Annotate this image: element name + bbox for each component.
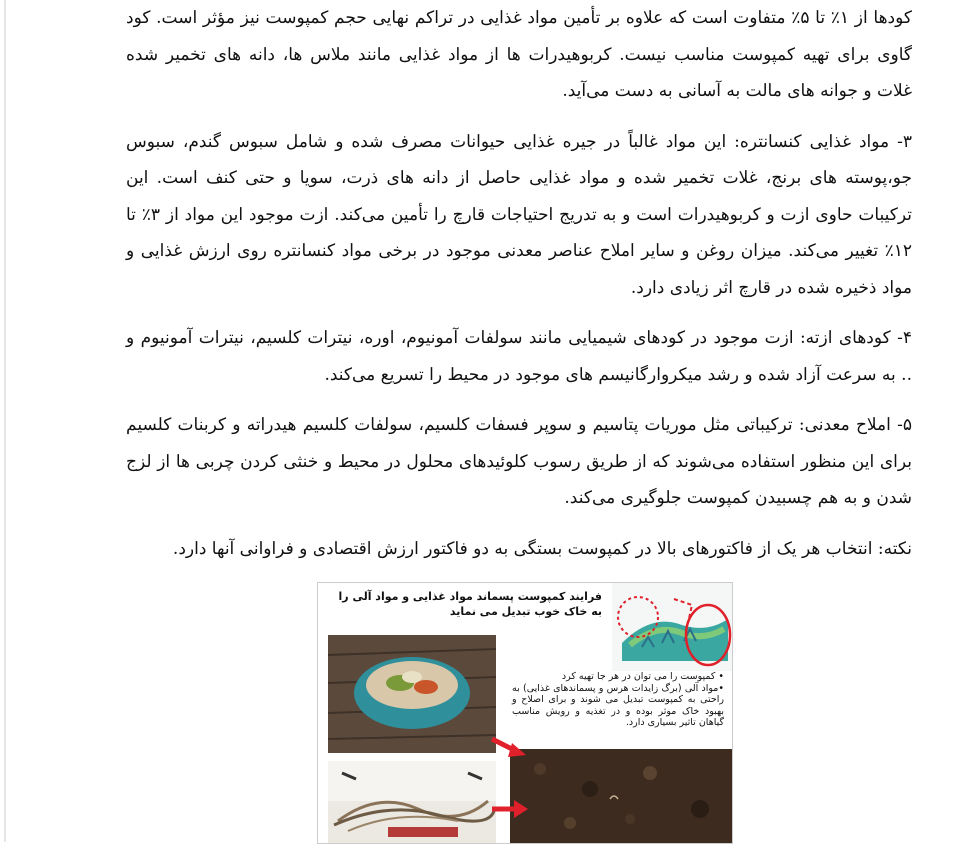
compost-figure [317,582,733,844]
arrow-to-soil-bottom [490,797,530,821]
food-scraps-bowl-photo [328,635,496,753]
compost-soil-photo [510,749,732,843]
paragraph-mineral-salts: ۵- املاح معدنی: ترکیباتی مثل موریات پتاسیم و سوپر فسفات کلسیم، سولفات کلسیم هیدراته و کربنات کلسیم برای این منظور استفاده می‌شوند که از طریق رسوب کلوئیدهای محلول در محیط و خنثی کردن چربی ها از لزج شدن و به هم چسبیدن کمپوست جلوگیری می‌کند. [126,415,912,508]
page-edge-rule [4,0,6,842]
arrow-to-soil-top [490,733,530,763]
figure-bullet: •مواد آلی (برگ زایدات هرس و پسماندهای غذایی) به راحتی به کمپوست تبدیل می شوند و برای اصلاح و بهبود خاک موثر بوده و در تغذیه و رویش مناسب گیاهان تاثیر بسیاری دارد. [512,682,724,728]
document-body [126,0,912,581]
figure-bullet: • کمپوست را می توان در هر جا تهیه کرد [561,671,724,682]
paragraph-nitrogen-fertilizers: ۴- کودهای ازته: ازت موجود در کودهای شیمیایی مانند سولفات آمونیوم، اوره، نیترات کلسیم، نیترات آمونیوم و .. به سرعت آزاد شده و رشد میکروارگانیسم های موجود در محیط را تسریع می‌کند. [126,328,912,385]
figure-title: فرایند کمپوست پسماند مواد غذایی و مواد آلی را به خاک خوب تبدیل می نماید [338,590,602,618]
compost-pile-diagram [612,583,732,671]
paragraph-concentrates: ۳- مواد غذایی کنسانتره: این مواد غالباً در جیره غذایی حیوانات مصرف شده و شامل سبوس گندم، سبوس جو،پوسته های برنج، غلات تخمیر شده و مواد غذایی حاصل از دانه های ذرت، سویا و حتی کنف است. این ترکیبات حاوی ازت و کربوهیدرات است و به تدریج احتیاجات قارچ را تأمین می‌کند. ازت موجود این مواد از ۳٪ تا ۱۲٪ تغییر می‌کند. میزان روغن و سایر املاح عناصر معدنی موجود در برخی مواد کنسانتره روی ارزش غذایی و مواد ذخیره شده در قارچ اثر زیادی دارد. [126,131,913,298]
paragraph-carbohydrates: کودها از ۱٪ تا ۵٪ متفاوت است که علاوه بر تأمین مواد غذایی در تراکم نهایی حجم کمپوست نیز مؤثر است. کود گاوی برای تهیه کمپوست مناسب نیست. کربوهیدرات ها از مواد غذایی مانند ملاس ها، دانه های تخمیر شده غلات و جوانه های مالت به آسانی به دست می‌آید. [126,8,912,101]
dried-plant-stalks-photo [328,761,496,843]
figure-bullets [512,671,724,729]
paragraph-note: نکته: انتخاب هر یک از فاکتورهای بالا در کمپوست بستگی به دو فاکتور ارزش اقتصادی و فراوانی آنها دارد. [172,538,912,559]
